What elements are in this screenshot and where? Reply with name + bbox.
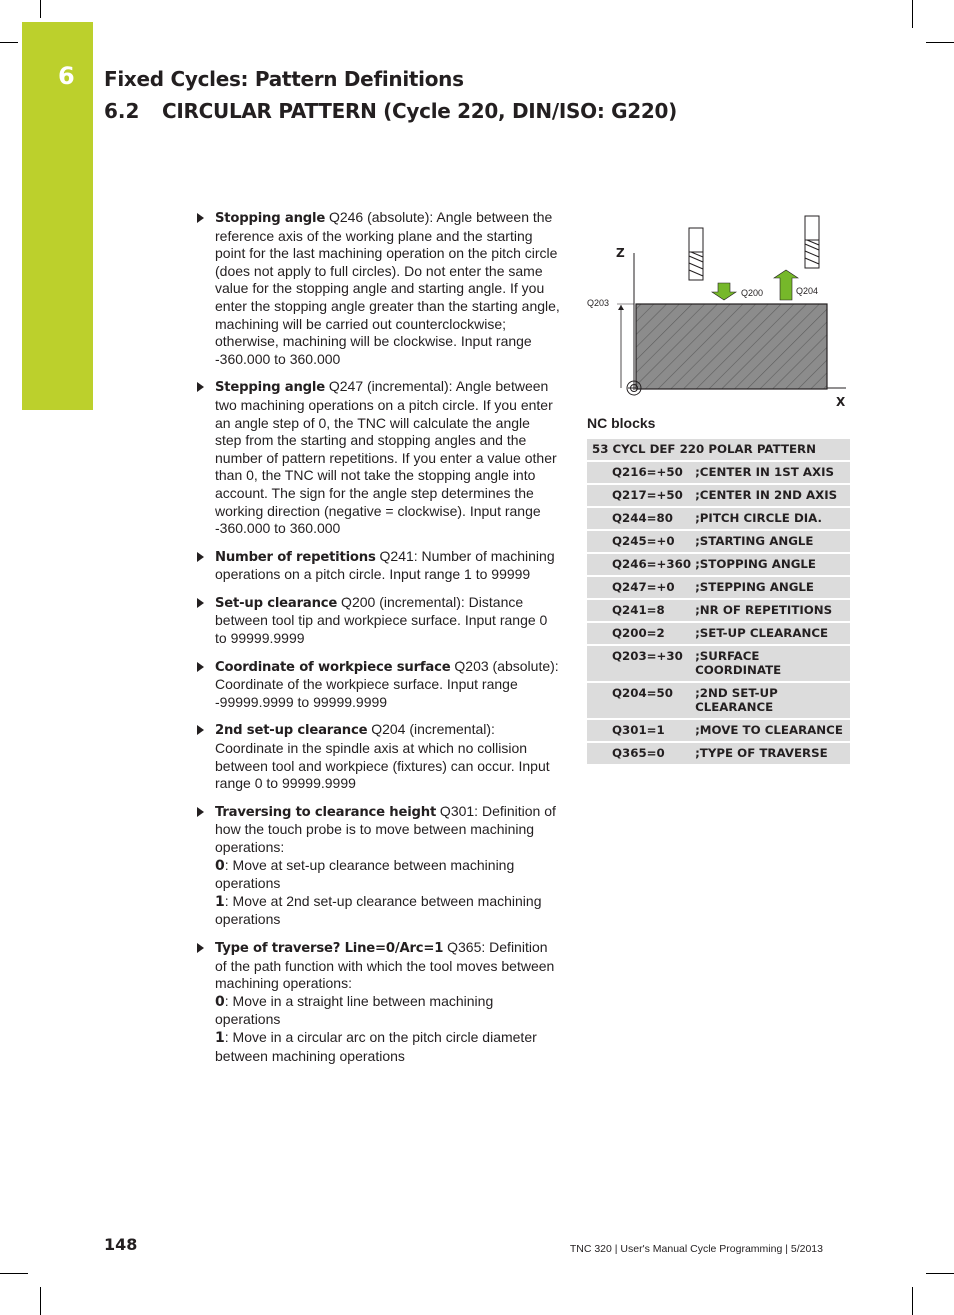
param-traversing-clearance [195, 803, 560, 929]
nc-param: Q200=2 [587, 622, 693, 645]
footer-text: TNC 320 | User's Manual Cycle Programming | 5/2013 [569, 1243, 823, 1255]
param-option [215, 1029, 560, 1065]
table-row [587, 645, 850, 682]
param-type-of-traverse [195, 939, 560, 1065]
q204-label: Q204 [796, 286, 819, 296]
crop-mark [40, 1287, 41, 1315]
nc-param: Q203=+30 [587, 645, 693, 682]
crop-mark [912, 1287, 913, 1315]
nc-comment: ;SURFACE COORDINATE [693, 645, 850, 682]
bullet-arrow-icon [197, 807, 204, 817]
page-number: 148 [104, 1235, 138, 1254]
nc-comment: ;STARTING ANGLE [693, 530, 850, 553]
param-2nd-setup-clearance [195, 721, 560, 792]
param-label: Set-up clearance [215, 595, 338, 611]
chapter-number: 6 [58, 62, 75, 90]
table-row [587, 599, 850, 622]
section-title: CIRCULAR PATTERN (Cycle 220, DIN/ISO: G220) [162, 99, 677, 123]
param-label: Number of repetitions [215, 549, 376, 565]
crop-mark [926, 42, 954, 43]
table-row [587, 622, 850, 645]
param-label: Stopping angle [215, 211, 326, 226]
param-stepping-angle [195, 378, 560, 537]
param-label: 2nd set-up clearance [215, 723, 368, 739]
param-number-of-repetitions [195, 548, 560, 584]
bullet-arrow-icon [197, 598, 204, 608]
q200-label: Q200 [741, 288, 764, 298]
nc-comment: ;PITCH CIRCLE DIA. [693, 507, 850, 530]
option-key: 0 [215, 993, 225, 1010]
nc-comment: ;TYPE OF TRAVERSE [693, 742, 850, 765]
tool-shank-icon [805, 216, 819, 240]
table-row [587, 439, 850, 461]
param-text: Q247 (incremental): Angle between two machining operations on a pitch circle. If you enter an angle step of 0, the TNC will calculate the angle step from the starting and stopping angles and the number of pattern repetitions. If you enter a value other than 0, the TNC will not take the stopping angle into account. The sign for the angle step determines the working direction (negative = clockwise). Input range -360.000 to 360.000 [215, 378, 557, 537]
q200-arrow-icon [712, 283, 736, 300]
param-text: Q365: Definition of the path function with which the tool moves between machining operations: [215, 938, 555, 992]
nc-comment: ;SET-UP CLEARANCE [693, 622, 850, 645]
param-text: Q200 (incremental): Distance between tool tip and workpiece surface. Input range 0 to 99999.9999 [215, 593, 548, 647]
nc-param: Q216=+50 [587, 461, 693, 484]
q203-label: Q203 [587, 298, 610, 308]
param-surface-coordinate [195, 658, 560, 712]
param-text: Q203 (absolute): Coordinate of the workpiece surface. Input range -99999.9999 to 99999.9999 [215, 657, 559, 710]
nc-comment: ;STEPPING ANGLE [693, 576, 850, 599]
bullet-arrow-icon [197, 382, 204, 392]
bullet-arrow-icon [197, 213, 204, 223]
nc-param: Q247=+0 [587, 576, 693, 599]
crop-mark [0, 1273, 28, 1274]
param-setup-clearance [195, 594, 560, 648]
nc-param: Q365=0 [587, 742, 693, 765]
nc-param: Q244=80 [587, 507, 693, 530]
param-text: Q204 (incremental): Coordinate in the spindle axis at which no collision between tool and workpiece (fixtures) can occur. Input range 0 to 99999.9999 [215, 721, 550, 792]
nc-comment: ;STOPPING ANGLE [693, 553, 850, 576]
section-number: 6.2 [104, 99, 140, 123]
param-stopping-angle [195, 209, 560, 368]
bullet-arrow-icon [197, 725, 204, 735]
param-option [215, 857, 560, 893]
table-row [587, 507, 850, 530]
nc-param: Q217=+50 [587, 484, 693, 507]
bullet-arrow-icon [197, 662, 204, 672]
crop-mark [40, 0, 41, 18]
crop-mark [912, 0, 913, 28]
nc-blocks-heading: NC blocks [587, 415, 656, 431]
param-text: Q246 (absolute): Angle between the reference axis of the working plane and the starting point for the last machining operation on the pitch circle (does not apply to full circles). Do not enter the same value for the stopping angle and starting angle. If you enter the stopping angle greater than the starting angle, machining will be carried out counterclockwise; otherwise, machining will be clockwise. Input range -360.000 to 360.000 [215, 209, 560, 367]
option-key: 0 [215, 857, 225, 874]
parameter-list [195, 209, 560, 1075]
nc-param: Q246=+360 [587, 553, 693, 576]
param-label: Traversing to clearance height [215, 804, 437, 820]
nc-comment: ;MOVE TO CLEARANCE [693, 719, 850, 742]
table-row [587, 530, 850, 553]
param-text: Q241: Number of machining operations on a pitch circle. Input range 1 to 99999 [215, 547, 555, 583]
tool-shank-icon [689, 228, 703, 252]
param-text: Q301: Definition of how the touch probe is to move between machining operations: [215, 802, 556, 855]
option-text: : Move in a straight line between machining operations [215, 992, 494, 1028]
table-row [587, 742, 850, 765]
nc-comment: ;2ND SET-UP CLEARANCE [693, 682, 850, 719]
workpiece [636, 304, 827, 389]
table-row [587, 682, 850, 719]
option-key: 1 [215, 893, 225, 910]
q204-arrow-icon [774, 270, 798, 300]
param-option [215, 993, 560, 1029]
table-row [587, 461, 850, 484]
bullet-arrow-icon [197, 552, 204, 562]
param-label: Coordinate of workpiece surface [215, 659, 451, 675]
nc-param: Q204=50 [587, 682, 693, 719]
crop-mark [0, 42, 18, 43]
option-key: 1 [215, 1029, 225, 1046]
nc-title: 53 CYCL DEF 220 POLAR PATTERN [587, 439, 850, 461]
param-label: Type of traverse? Line=0/Arc=1 [215, 940, 444, 956]
bullet-arrow-icon [197, 943, 204, 953]
chapter-title: Fixed Cycles: Pattern Definitions [104, 67, 464, 91]
nc-comment: ;CENTER IN 2ND AXIS [693, 484, 850, 507]
nc-comment: ;NR OF REPETITIONS [693, 599, 850, 622]
nc-param: Q245=+0 [587, 530, 693, 553]
nc-param: Q301=1 [587, 719, 693, 742]
option-text: : Move in a circular arc on the pitch circle diameter between machining operations [215, 1028, 537, 1064]
crop-mark [926, 1273, 954, 1274]
param-option [215, 893, 560, 929]
nc-param: Q241=8 [587, 599, 693, 622]
option-text: : Move at set-up clearance between machining operations [215, 856, 515, 892]
param-label: Stepping angle [215, 380, 325, 396]
table-row [587, 719, 850, 742]
z-axis-label: Z [616, 246, 625, 260]
cycle-diagram [584, 208, 854, 413]
table-row [587, 484, 850, 507]
table-row [587, 553, 850, 576]
x-axis-label: X [836, 395, 846, 409]
nc-comment: ;CENTER IN 1ST AXIS [693, 461, 850, 484]
nc-blocks-table [587, 439, 850, 766]
table-row [587, 576, 850, 599]
option-text: : Move at 2nd set-up clearance between machining operations [215, 892, 542, 928]
